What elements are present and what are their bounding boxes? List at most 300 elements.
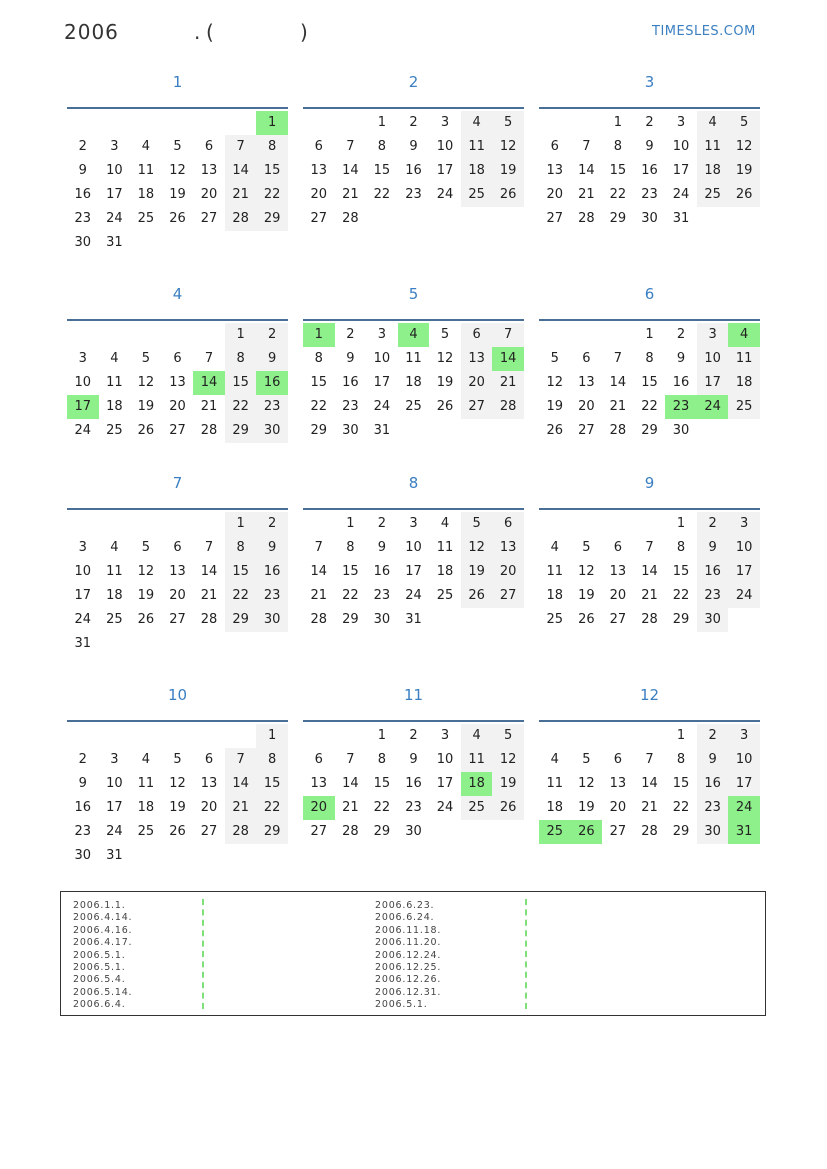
holiday-date: 2006.5.1. — [73, 949, 126, 961]
day-cell: 8 — [645, 351, 654, 366]
day-cell: 7 — [582, 139, 591, 154]
day-cell: 30 — [672, 423, 690, 438]
day-cell: 9 — [78, 163, 87, 178]
day-cell: 5 — [461, 512, 493, 536]
day-cell: 16 — [373, 564, 391, 579]
day-cell: 11 — [137, 163, 155, 178]
day-cell: 17 — [728, 560, 760, 584]
holiday-date: 2006.6.23. — [375, 900, 435, 911]
day-cell: 14 — [578, 163, 595, 178]
day-cell: 26 — [137, 423, 155, 438]
day-cell: 6 — [492, 512, 524, 536]
day-cell: 18 — [546, 800, 564, 815]
day-cell: 21 — [225, 796, 257, 820]
day-grid — [67, 724, 288, 868]
day-cell: 26 — [137, 612, 155, 627]
day-cell: 1 — [225, 323, 257, 347]
day-cell: 26 — [169, 824, 186, 839]
day-cell: 10 — [74, 375, 92, 390]
day-cell: 30 — [74, 235, 92, 250]
day-cell: 10 — [436, 139, 454, 154]
day-cell: 10 — [728, 748, 760, 772]
holiday-date: 2006.4.16. — [73, 924, 133, 936]
month-name: 5 — [408, 285, 419, 303]
day-cell: 12 — [169, 163, 186, 178]
month-rule — [539, 319, 760, 321]
day-cell: 17 — [672, 163, 690, 178]
day-cell: 2 — [676, 327, 686, 342]
holiday-date: 2006.12.25. — [375, 961, 442, 973]
day-cell: 27 — [310, 211, 328, 226]
day-cell: 31 — [373, 423, 391, 438]
month-rule — [67, 508, 288, 510]
day-grid — [67, 323, 288, 443]
empty-cell — [99, 111, 131, 135]
day-cell: 5 — [141, 351, 151, 366]
day-cell: 27 — [200, 824, 218, 839]
day-cell: 22 — [225, 584, 257, 608]
holiday-date: 2006.1.1. — [73, 900, 126, 911]
day-cell: 17 — [436, 163, 454, 178]
day-cell: 23 — [405, 800, 422, 815]
day-cell: 10 — [106, 776, 123, 791]
day-cell: 20 — [200, 187, 218, 202]
day-cell: 28 — [609, 423, 627, 438]
day-cell: 21 — [342, 187, 359, 202]
day-cell: 14 — [342, 776, 359, 791]
day-cell: 18 — [546, 588, 564, 603]
day-cell: 14 — [641, 776, 658, 791]
day-cell: 30 — [256, 419, 288, 443]
day-cell: 11 — [106, 375, 123, 390]
day-cell: 22 — [672, 588, 690, 603]
day-cell: 1 — [613, 115, 623, 130]
day-cell: 22 — [310, 399, 328, 414]
holiday-marker-line-right — [525, 899, 527, 1009]
month-name: 7 — [172, 474, 183, 492]
day-cell: 2 — [377, 516, 387, 531]
day-cell: 27 — [492, 584, 524, 608]
day-cell: 14 — [225, 159, 257, 183]
month-rule — [303, 319, 524, 321]
day-cell: 28 — [641, 824, 658, 839]
day-cell: 6 — [550, 139, 559, 154]
day-cell: 12 — [461, 536, 493, 560]
day-cell: 7 — [204, 540, 214, 555]
day-cell: 18 — [461, 159, 493, 183]
empty-cell — [67, 323, 99, 347]
day-cell: 28 — [578, 211, 595, 226]
month-rule — [539, 508, 760, 510]
holiday-date: 2006.4.14. — [73, 912, 133, 924]
day-cell: 15 — [609, 163, 627, 178]
empty-cell — [634, 512, 666, 536]
day-cell: 18 — [106, 399, 123, 414]
day-cell: 21 — [609, 399, 627, 414]
holiday-day-cell: 18 — [461, 772, 493, 796]
day-cell: 31 — [74, 636, 92, 651]
day-cell: 2 — [409, 728, 418, 743]
holiday-list-left — [73, 900, 132, 1012]
empty-cell — [67, 724, 99, 748]
day-cell: 12 — [169, 776, 186, 791]
day-cell: 11 — [137, 776, 155, 791]
day-cell: 1 — [346, 516, 355, 531]
day-cell: 2 — [697, 512, 729, 536]
day-cell: 17 — [74, 588, 92, 603]
day-cell: 3 — [377, 327, 387, 342]
day-cell: 6 — [204, 139, 214, 154]
holiday-date: 2006.11.18. — [375, 924, 442, 936]
day-cell: 4 — [461, 111, 493, 135]
day-cell: 6 — [613, 540, 623, 555]
day-cell: 22 — [641, 399, 658, 414]
day-cell: 25 — [728, 395, 760, 419]
day-cell: 18 — [106, 588, 123, 603]
day-cell: 1 — [676, 516, 686, 531]
day-cell: 8 — [256, 748, 288, 772]
day-cell: 11 — [405, 351, 422, 366]
day-cell: 26 — [169, 211, 186, 226]
day-cell: 8 — [377, 752, 387, 767]
day-cell: 29 — [641, 423, 658, 438]
day-cell: 19 — [169, 187, 186, 202]
month-rule — [67, 319, 288, 321]
holiday-date: 2006.5.4. — [73, 974, 126, 986]
title-separator: . — [194, 20, 202, 44]
day-grid — [539, 512, 760, 632]
day-cell: 12 — [492, 748, 524, 772]
title-paren-open: ( — [206, 20, 215, 44]
day-cell: 19 — [137, 588, 155, 603]
day-cell: 3 — [78, 540, 87, 555]
day-cell: 1 — [225, 512, 257, 536]
day-cell: 12 — [546, 375, 564, 390]
day-cell: 20 — [169, 588, 186, 603]
day-cell: 23 — [697, 796, 729, 820]
day-cell: 5 — [492, 111, 524, 135]
day-cell: 16 — [697, 560, 729, 584]
day-cell: 20 — [492, 560, 524, 584]
holiday-day-cell: 1 — [256, 111, 288, 135]
day-cell: 20 — [546, 187, 564, 202]
day-cell: 21 — [641, 588, 658, 603]
holiday-date: 2006.6.4. — [73, 999, 126, 1011]
day-cell: 9 — [256, 536, 288, 560]
holiday-day-cell: 24 — [697, 395, 729, 419]
day-cell: 26 — [728, 183, 760, 207]
day-cell: 13 — [200, 163, 218, 178]
day-cell: 10 — [74, 564, 92, 579]
day-cell: 30 — [697, 820, 729, 844]
day-cell: 7 — [225, 748, 257, 772]
month-name: 8 — [408, 474, 419, 492]
day-cell: 14 — [225, 772, 257, 796]
day-cell: 21 — [310, 588, 328, 603]
day-cell: 25 — [436, 588, 454, 603]
empty-cell — [571, 724, 603, 748]
day-cell: 20 — [200, 800, 218, 815]
day-cell: 13 — [169, 375, 186, 390]
day-cell: 30 — [405, 824, 422, 839]
day-cell: 13 — [310, 163, 328, 178]
empty-cell — [162, 512, 194, 536]
day-cell: 17 — [697, 371, 729, 395]
day-cell: 10 — [405, 540, 422, 555]
day-cell: 15 — [310, 375, 328, 390]
day-cell: 2 — [645, 115, 654, 130]
day-cell: 30 — [697, 608, 729, 632]
day-grid — [303, 724, 524, 844]
day-grid — [303, 512, 524, 632]
day-grid — [67, 512, 288, 656]
month-rule — [303, 508, 524, 510]
day-cell: 19 — [492, 772, 524, 796]
day-cell: 24 — [436, 800, 454, 815]
day-cell: 24 — [373, 399, 391, 414]
day-cell: 12 — [578, 776, 595, 791]
day-cell: 16 — [405, 776, 422, 791]
day-cell: 9 — [409, 752, 418, 767]
day-cell: 23 — [256, 395, 288, 419]
day-cell: 16 — [672, 375, 690, 390]
day-cell: 10 — [728, 536, 760, 560]
day-cell: 3 — [676, 115, 686, 130]
empty-cell — [67, 111, 99, 135]
day-cell: 18 — [436, 564, 454, 579]
day-cell: 29 — [672, 612, 690, 627]
day-cell: 22 — [609, 187, 627, 202]
empty-cell — [571, 111, 603, 135]
day-cell: 15 — [256, 159, 288, 183]
day-cell: 30 — [373, 612, 391, 627]
day-cell: 15 — [342, 564, 359, 579]
day-cell: 27 — [461, 395, 493, 419]
holiday-day-cell: 1 — [303, 323, 335, 347]
day-cell: 13 — [492, 536, 524, 560]
empty-cell — [539, 111, 571, 135]
holiday-list-right — [375, 900, 441, 1012]
day-cell: 21 — [492, 371, 524, 395]
title-year: 2006 — [64, 20, 119, 44]
day-cell: 19 — [578, 800, 595, 815]
day-cell: 5 — [492, 724, 524, 748]
day-cell: 6 — [461, 323, 493, 347]
day-cell: 5 — [728, 111, 760, 135]
day-cell: 9 — [256, 347, 288, 371]
holiday-date: 2006.12.26. — [375, 974, 442, 986]
day-cell: 29 — [342, 612, 359, 627]
month-name: 1 — [172, 73, 183, 91]
day-cell: 28 — [342, 211, 359, 226]
empty-cell — [225, 724, 257, 748]
day-cell: 23 — [697, 584, 729, 608]
day-cell: 20 — [609, 588, 627, 603]
day-cell: 30 — [256, 608, 288, 632]
day-cell: 29 — [373, 824, 391, 839]
day-cell: 13 — [461, 347, 493, 371]
day-grid — [539, 724, 760, 844]
day-cell: 22 — [373, 187, 391, 202]
holiday-day-cell: 4 — [728, 323, 760, 347]
day-cell: 31 — [672, 211, 690, 226]
day-cell: 3 — [440, 115, 450, 130]
empty-cell — [571, 323, 603, 347]
day-cell: 29 — [256, 207, 288, 231]
day-cell: 1 — [377, 115, 387, 130]
title-paren-close: ) — [300, 20, 309, 44]
day-cell: 12 — [137, 564, 155, 579]
day-cell: 12 — [436, 351, 454, 366]
day-cell: 7 — [346, 752, 355, 767]
day-cell: 3 — [409, 516, 418, 531]
day-cell: 25 — [137, 211, 155, 226]
holiday-date: 2006.12.31. — [375, 986, 442, 998]
empty-cell — [99, 323, 131, 347]
day-cell: 22 — [256, 796, 288, 820]
empty-cell — [602, 724, 634, 748]
day-cell: 9 — [409, 139, 418, 154]
day-cell: 9 — [346, 351, 355, 366]
day-cell: 16 — [641, 163, 658, 178]
holiday-day-cell: 31 — [728, 820, 760, 844]
day-cell: 28 — [225, 207, 257, 231]
day-cell: 28 — [200, 612, 218, 627]
day-cell: 3 — [728, 724, 760, 748]
day-cell: 13 — [546, 163, 564, 178]
empty-cell — [99, 724, 131, 748]
brand-link[interactable]: TIMESLES.COM — [652, 24, 756, 39]
day-cell: 19 — [137, 399, 155, 414]
day-cell: 18 — [697, 159, 729, 183]
day-cell: 19 — [578, 588, 595, 603]
empty-cell — [162, 111, 194, 135]
day-cell: 4 — [141, 139, 151, 154]
day-cell: 22 — [672, 800, 690, 815]
holiday-day-cell: 26 — [571, 820, 603, 844]
day-cell: 29 — [609, 211, 627, 226]
holiday-day-cell: 25 — [539, 820, 571, 844]
day-cell: 3 — [728, 512, 760, 536]
holiday-day-cell: 20 — [303, 796, 335, 820]
day-cell: 24 — [106, 824, 123, 839]
empty-cell — [602, 512, 634, 536]
empty-cell — [130, 111, 162, 135]
empty-cell — [225, 111, 257, 135]
day-cell: 15 — [672, 776, 690, 791]
day-cell: 27 — [169, 612, 186, 627]
day-cell: 6 — [582, 351, 591, 366]
day-cell: 7 — [645, 540, 654, 555]
day-cell: 11 — [728, 347, 760, 371]
day-cell: 2 — [78, 752, 87, 767]
day-cell: 26 — [546, 423, 564, 438]
holiday-marker-line-left — [202, 899, 204, 1009]
day-cell: 30 — [342, 423, 359, 438]
day-cell: 8 — [225, 347, 257, 371]
day-cell: 28 — [200, 423, 218, 438]
day-cell: 3 — [110, 139, 119, 154]
day-cell: 20 — [609, 800, 627, 815]
day-cell: 22 — [225, 395, 257, 419]
month-rule — [539, 107, 760, 109]
day-cell: 23 — [256, 584, 288, 608]
day-cell: 17 — [405, 564, 422, 579]
day-cell: 23 — [342, 399, 359, 414]
day-cell: 17 — [728, 772, 760, 796]
day-cell: 21 — [578, 187, 595, 202]
day-cell: 24 — [106, 211, 123, 226]
day-cell: 27 — [609, 612, 627, 627]
day-cell: 14 — [310, 564, 328, 579]
day-cell: 18 — [728, 371, 760, 395]
day-cell: 7 — [314, 540, 323, 555]
day-cell: 7 — [613, 351, 623, 366]
day-cell: 3 — [440, 728, 450, 743]
day-cell: 23 — [641, 187, 658, 202]
empty-cell — [130, 724, 162, 748]
day-cell: 12 — [578, 564, 595, 579]
holiday-date: 2006.5.1. — [375, 999, 428, 1011]
day-cell: 4 — [110, 351, 119, 366]
day-cell: 10 — [373, 351, 391, 366]
day-cell: 8 — [314, 351, 323, 366]
holiday-date: 2006.12.24. — [375, 949, 442, 961]
day-cell: 4 — [697, 111, 729, 135]
day-cell: 11 — [461, 135, 493, 159]
month-name: 11 — [403, 686, 424, 704]
day-cell: 31 — [106, 235, 123, 250]
holiday-date: 2006.11.20. — [375, 937, 442, 949]
day-cell: 1 — [377, 728, 387, 743]
day-cell: 13 — [169, 564, 186, 579]
empty-cell — [303, 724, 335, 748]
day-cell: 4 — [550, 752, 559, 767]
day-cell: 16 — [74, 187, 92, 202]
day-cell: 1 — [256, 724, 288, 748]
day-cell: 4 — [141, 752, 151, 767]
day-cell: 14 — [609, 375, 627, 390]
day-cell: 18 — [405, 375, 422, 390]
holiday-day-cell: 17 — [67, 395, 99, 419]
day-cell: 4 — [440, 516, 450, 531]
day-cell: 6 — [204, 752, 214, 767]
day-cell: 28 — [310, 612, 328, 627]
day-cell: 28 — [492, 395, 524, 419]
holiday-day-cell: 23 — [665, 395, 697, 419]
day-cell: 9 — [697, 748, 729, 772]
holiday-day-cell: 4 — [398, 323, 430, 347]
day-grid — [539, 323, 760, 443]
day-cell: 29 — [225, 419, 257, 443]
day-cell: 25 — [106, 423, 123, 438]
day-cell: 21 — [342, 800, 359, 815]
day-cell: 27 — [169, 423, 186, 438]
day-cell: 25 — [405, 399, 422, 414]
day-cell: 24 — [728, 584, 760, 608]
day-cell: 3 — [697, 323, 729, 347]
empty-cell — [602, 323, 634, 347]
day-cell: 7 — [346, 139, 355, 154]
day-cell: 8 — [346, 540, 355, 555]
holiday-date: 2006.5.1. — [73, 961, 126, 973]
day-cell: 21 — [225, 183, 257, 207]
empty-cell — [193, 323, 225, 347]
day-cell: 27 — [546, 211, 564, 226]
day-cell: 9 — [697, 536, 729, 560]
day-cell: 15 — [373, 776, 391, 791]
empty-cell — [193, 512, 225, 536]
